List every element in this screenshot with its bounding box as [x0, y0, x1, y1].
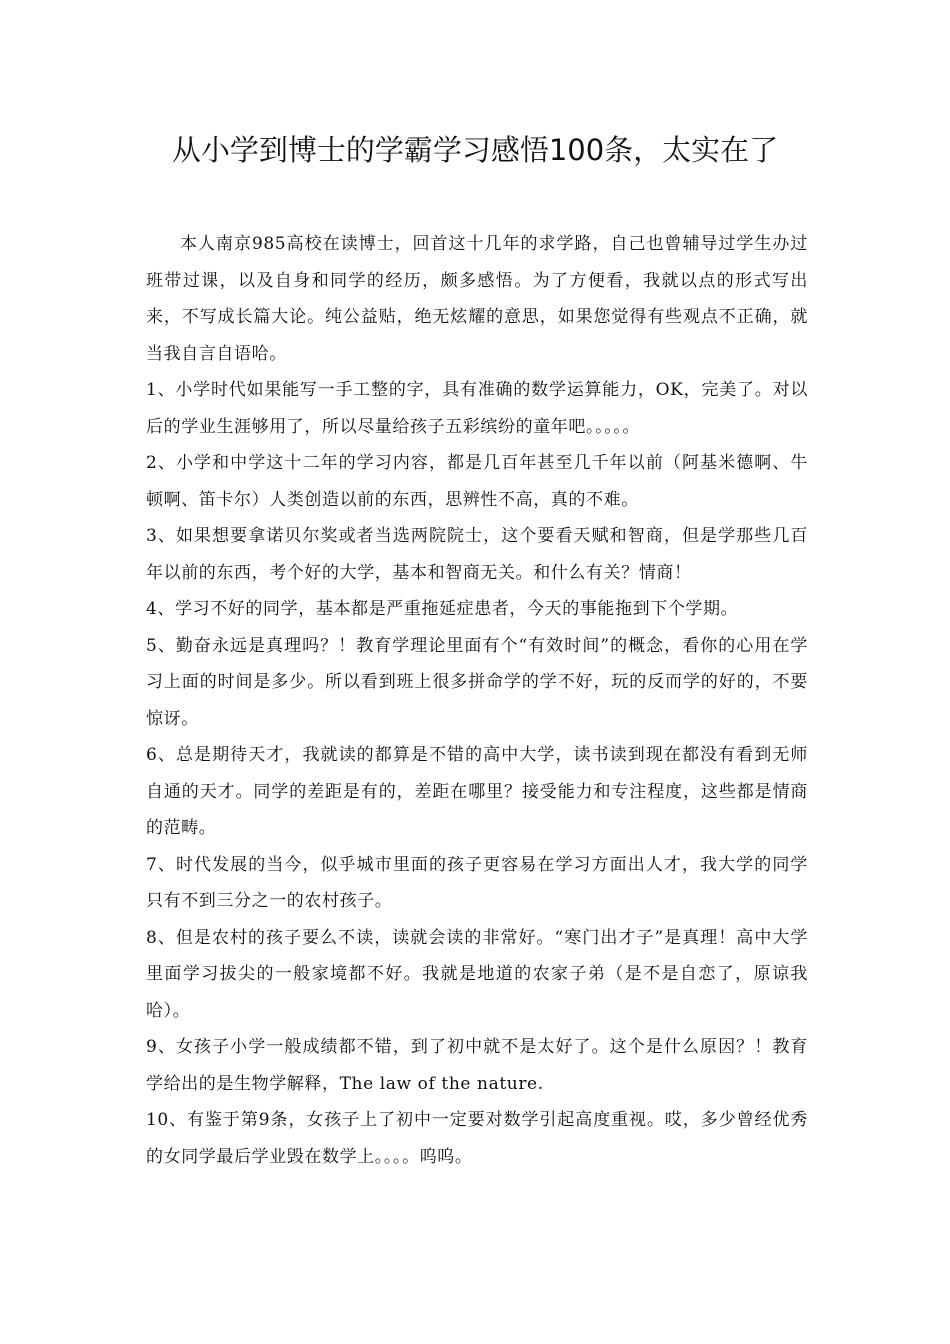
list-item: 8、但是农村的孩子要么不读，读就会读的非常好。“寒门出才子”是真理！高中大学里面学习拔尖的一般家境都不好。我就是地道的农家子弟（是不是自恋了，原谅我哈）。: [146, 927, 808, 1021]
list-item: 3、如果想要拿诺贝尔奖或者当选两院院士，这个要看天赋和智商，但是学那些几百年以前的东西，考个好的大学，基本和智商无关。和什么有关？情商！: [146, 526, 808, 583]
list-item: 9、女孩子小学一般成绩都不错，到了初中就不是太好了。这个是什么原因？！教育学给出的是生物学解释，The law of the nature.: [146, 1037, 808, 1094]
list-item: 6、总是期待天才，我就读的都算是不错的高中大学，读书读到现在都没有看到无师自通的天才。同学的差距是有的，差距在哪里？接受能力和专注程度，这些都是情商的范畴。: [146, 745, 808, 838]
list-item: 5、勤奋永远是真理吗？！教育学理论里面有个“有效时间”的概念，看你的心用在学习上面的时间是多少。所以看到班上很多拼命学的学不好，玩的反而学的好的，不要惊讶。: [146, 635, 808, 729]
document-title: 从小学到博士的学霸学习感悟100条，太实在了: [171, 133, 779, 167]
list-item: 1、小学时代如果能写一手工整的字，具有准确的数学运算能力，OK，完美了。对以后的学业生涯够用了，所以尽量给孩子五彩缤纷的童年吧。。。。。: [146, 380, 808, 437]
list-item: 4、学习不好的同学，基本都是严重拖延症患者，今天的事能拖到下个学期。: [146, 599, 739, 619]
list-item: 7、时代发展的当今，似乎城市里面的孩子更容易在学习方面出人才，我大学的同学只有不到三分之一的农村孩子。: [146, 854, 808, 911]
list-item: 2、小学和中学这十二年的学习内容，都是几百年甚至几千年以前（阿基米德啊、牛顿啊、笛卡尔）人类创造以前的东西，思辨性不高，真的不难。: [146, 453, 808, 510]
intro-paragraph: 本人南京985高校在读博士，回首这十几年的求学路，自己也曾辅导过学生办过班带过课，以及自身和同学的经历，颇多感悟。为了方便看，我就以点的形式写出来，不写成长篇大论。纯公益贴，绝无炫耀的意思，如果您觉得有些观点不正确，就当我自言自语哈。: [146, 234, 808, 364]
document-body: [146, 226, 808, 1175]
list-item: 10、有鉴于第9条，女孩子上了初中一定要对数学引起高度重视。哎，多少曾经优秀的女同学最后学业毁在数学上。。。。呜呜。: [146, 1110, 808, 1167]
